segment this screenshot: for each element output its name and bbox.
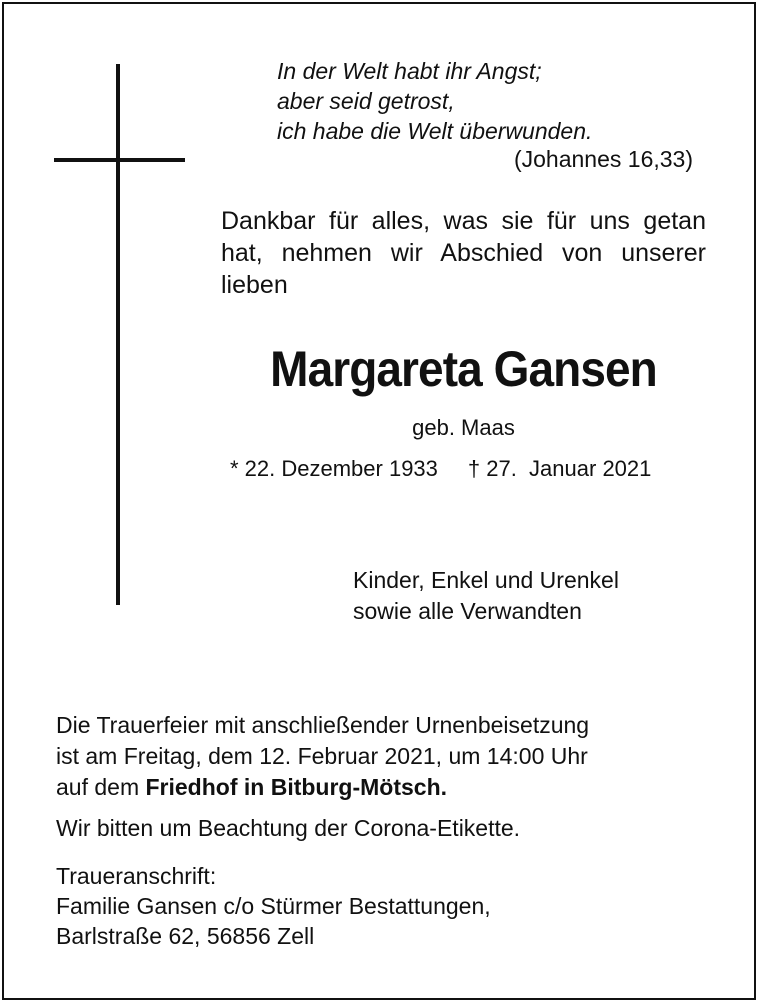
address-line-1: Familie Gansen c/o Stürmer Bestattungen,	[56, 893, 491, 919]
verse-line-1: In der Welt habt ihr Angst;	[277, 58, 542, 84]
mourning-address	[56, 861, 491, 951]
deceased-name: Margareta Gansen	[270, 341, 657, 397]
birth-date: * 22. Dezember 1933	[230, 456, 438, 481]
mourners-line-2: sowie alle Verwandten	[353, 598, 582, 624]
funeral-service-info	[56, 710, 706, 803]
address-line-2: Barlstraße 62, 56856 Zell	[56, 923, 315, 949]
verse-line-3: ich habe die Welt überwunden.	[277, 118, 593, 144]
service-location: Friedhof in Bitburg-Mötsch.	[145, 774, 448, 800]
cross-horizontal-bar	[54, 158, 185, 162]
mourners	[353, 565, 619, 627]
maiden-name: geb. Maas	[412, 415, 515, 440]
death-date: † 27. Januar 2021	[467, 456, 652, 481]
verse-reference: (Johannes 16,33)	[513, 146, 693, 172]
mourners-line-1: Kinder, Enkel und Urenkel	[353, 567, 619, 593]
life-dates	[230, 454, 651, 484]
service-line-1: Die Trauerfeier mit anschließender Urnenbeisetzung	[56, 712, 590, 738]
verse-line-2: aber seid getrost,	[277, 88, 455, 114]
corona-notice: Wir bitten um Beachtung der Corona-Etikette.	[56, 815, 521, 841]
address-label: Traueranschrift:	[56, 863, 217, 889]
service-line-3	[56, 772, 706, 803]
bible-verse	[277, 56, 592, 146]
cross-vertical-bar	[116, 64, 120, 605]
service-line-3-prefix: auf dem	[56, 774, 146, 800]
intro-text: Dankbar für alles, was sie für uns getan hat, nehmen wir Abschied von unserer lieben	[221, 207, 706, 299]
service-line-2: ist am Freitag, dem 12. Februar 2021, um 14:00 Uhr	[56, 743, 588, 769]
